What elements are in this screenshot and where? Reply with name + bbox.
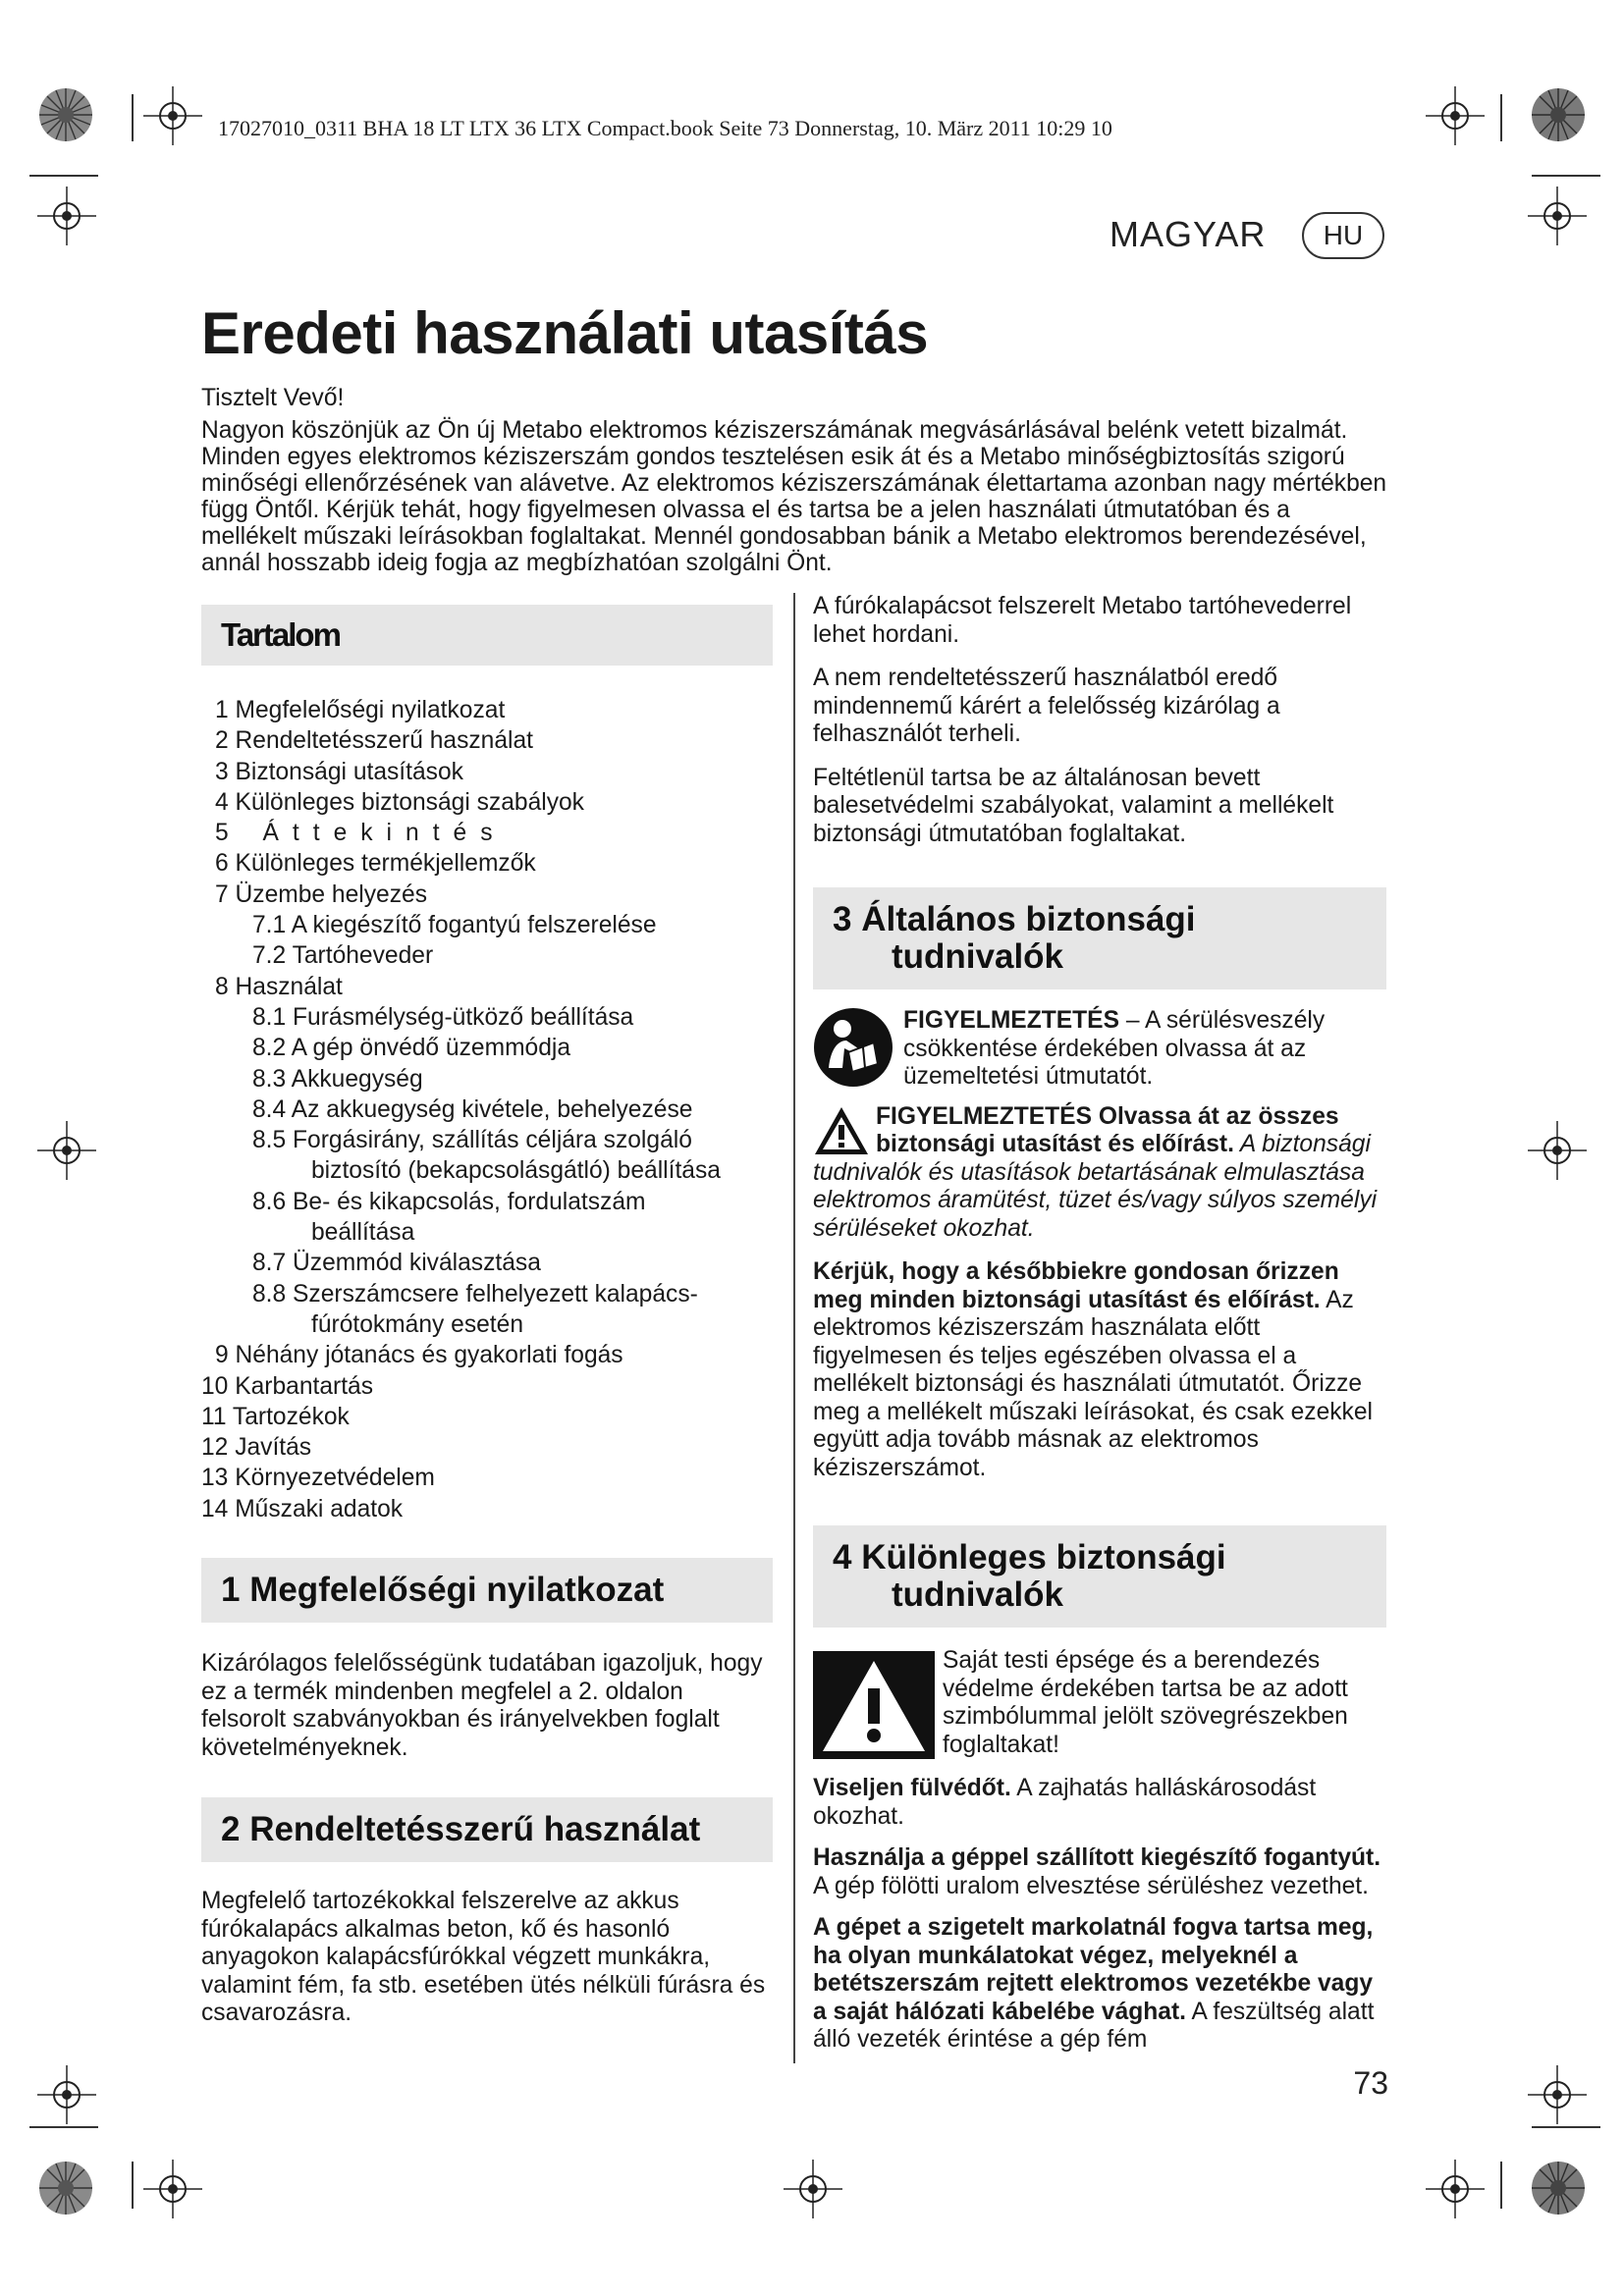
toc-item: 11 Tartozékok <box>201 1403 350 1430</box>
insulated-grip <box>813 1914 1386 2055</box>
section4-number: 4 <box>833 1538 852 1576</box>
section4-title-line2: tudnivalók <box>892 1575 1064 1614</box>
toc-item: 10 Karbantartás <box>201 1372 374 1400</box>
registration-mark-icon <box>784 2160 842 2218</box>
right-para-1: A fúrókalapácsot felszerelt Metabo tartóhevederrel lehet hordani. <box>813 593 1352 648</box>
warning-2-label: FIGYELMEZTETÉS Olvassa át az összes biztonsági utasítást és előírást. <box>876 1102 1339 1157</box>
toc-item: beállítása <box>311 1219 415 1247</box>
section4-title-line1: Különleges biztonsági <box>861 1538 1226 1576</box>
intro-body: Nagyon köszönjük az Ön új Metabo elektromos kéziszerszámának megvásárlásával belénk vetett bizalmát. Minden egyes elektromos kéziszerszám gondos tesztelésen esik át és a Metabo minőségbiztosítás szigorú minőségi ellenőrzésének van alávetve. Az elektromos kéziszerszámának élettartama azonban nagy mértékben függ Öntől. Kérjük tehát, hogy figyelmesen olvassa el és tartsa be a jelen használati útmutatóban és a mellékelt műszaki leírásokban foglaltakat. Mennél gondosabban bánik a Metabo elektromos berendezésével, annál hosszabb ideig fogja az megbízhatóan szolgálni Önt. <box>201 417 1387 576</box>
section3-number: 3 <box>833 900 852 938</box>
trim-line <box>1500 94 1502 141</box>
section1-body: Kizárólagos felelősségünk tudatában igazoljuk, hogy ez a termék mindenben megfelel a 2. oldalon felsorolt szabványokban és irányelvekben foglalt követelményeknek. <box>201 1650 763 1761</box>
aux-handle-text: A gép fölötti uralom elvesztése sérüléshez vezethet. <box>813 1872 1369 1899</box>
section3-title-line1: Általános biztonsági <box>861 900 1196 938</box>
toc-item: 12 Javítás <box>201 1434 312 1462</box>
toc-item: fúrótokmány esetén <box>311 1310 523 1338</box>
toc-item: 6 Különleges termékjellemzők <box>215 850 536 878</box>
toc-item: 8.5 Forgásirány, szállítás céljára szolgáló <box>252 1127 692 1154</box>
toc-item: 5 Áttekintés <box>215 820 507 847</box>
aux-handle <box>813 1844 1386 1900</box>
toc-item: 8.6 Be- és kikapcsolás, fordulatszám <box>252 1188 646 1215</box>
trim-line <box>29 2126 98 2128</box>
symbol-notice <box>813 1647 1386 1759</box>
toc-item: 7.1 A kiegészítő fogantyú felszerelése <box>252 912 657 939</box>
warning-1-label: FIGYELMEZTETÉS <box>903 1007 1119 1034</box>
toc-item: 8.4 Az akkuegység kivétele, behelyezése <box>252 1095 693 1123</box>
right-column <box>813 593 1386 2055</box>
toc-list <box>201 695 773 1524</box>
warning-read-manual-text <box>903 1007 1386 1092</box>
symbol-notice-text: Saját testi épsége és a berendezés védelme érdekében tartsa be az adott szimbólummal jelölt szövegrészekben foglaltakat! <box>943 1647 1348 1758</box>
toc-item: 8.3 Akkuegység <box>252 1065 423 1093</box>
registration-mark-icon <box>143 2160 202 2218</box>
toc-item: 13 Környezetvédelem <box>201 1465 435 1492</box>
warning-read-manual <box>813 1007 1386 1092</box>
trim-line <box>29 175 98 177</box>
insulated-grip-text: A feszültség alatt álló vezeték érintése a gép fém <box>813 1998 1375 2053</box>
toc-item: 8 Használat <box>215 973 343 1000</box>
warning-1-text: – A sérülésveszély csökkentése érdekében olvassa át az üzemeltetési útmutatót. <box>903 1007 1326 1090</box>
color-rosette-icon <box>37 2160 94 2216</box>
toc-item: biztosító (bekapcsolásgátló) beállítása <box>311 1157 721 1185</box>
registration-mark-icon <box>37 187 96 245</box>
warning-all-instructions <box>813 1103 1386 1244</box>
toc-item: 8.8 Szerszámcsere felhelyezett kalapács- <box>252 1280 698 1308</box>
section3-heading <box>813 887 1386 989</box>
language-badge: HU <box>1302 212 1384 259</box>
section3-title-line2: tudnivalók <box>892 937 1064 976</box>
section2-heading: 2 Rendeltetésszerű használat <box>201 1797 773 1862</box>
intro-greeting: Tisztelt Vevő! <box>201 385 345 411</box>
keep-instructions-text: Az elektromos kéziszerszám használata előtt figyelmesen és teljes egészében olvassa el a mellékelt biztonsági és használati útmutatót. Őrizze meg a mellékelt műszaki leírásokat, és csak ezekkel együtt adja tovább másnak az elektromos kéziszerszámot. <box>813 1286 1373 1481</box>
warning-2-text: A biztonsági tudnivalók és utasítások betartásának elmulasztása elektromos áramütést, tüzet és/vagy súlyos személyi sérüléseket okozhat. <box>813 1131 1378 1242</box>
keep-instructions <box>813 1258 1386 1482</box>
toc-item: 3 Biztonsági utasítások <box>215 758 463 785</box>
registration-mark-icon <box>143 86 202 145</box>
aux-handle-bold: Használja a géppel szállított kiegészítő fogantyút. <box>813 1844 1381 1871</box>
toc-heading: Tartalom <box>201 605 773 666</box>
registration-mark-icon <box>37 1121 96 1180</box>
registration-mark-icon <box>1426 86 1485 145</box>
toc-item: 2 Rendeltetésszerű használat <box>215 727 534 755</box>
trim-line <box>1532 2126 1600 2128</box>
color-rosette-icon <box>1530 86 1587 143</box>
color-rosette-icon <box>37 86 94 143</box>
toc-item: 7 Üzembe helyezés <box>215 881 427 908</box>
trim-line <box>132 94 134 141</box>
trim-line <box>1500 2162 1502 2209</box>
toc-item: 8.1 Furásmélység-ütköző beállítása <box>252 1003 634 1031</box>
section1-heading: 1 Megfelelőségi nyilatkozat <box>201 1558 773 1623</box>
registration-mark-icon <box>1426 2160 1485 2218</box>
ear-protection-text: A zajhatás halláskárosodást okozhat. <box>813 1775 1317 1830</box>
print-header: 17027010_0311 BHA 18 LT LTX 36 LTX Compact.book Seite 73 Donnerstag, 10. März 2011 10:29 10 <box>218 116 1112 140</box>
read-manual-icon <box>813 1007 893 1088</box>
keep-instructions-bold: Kérjük, hogy a későbbiekre gondosan őrizzen meg minden biztonsági utasítást és előírást. <box>813 1258 1339 1313</box>
section2-body: Megfelelő tartozékokkal felszerelve az akkus fúrókalapács alkalmas beton, kő és hasonló anyagokon kalapácsfúrókkal végzett munkákra, valamint fém, fa stb. esetében ütés nélküli fúrásra és csavarozásra. <box>201 1888 766 2027</box>
trim-line <box>1532 175 1600 177</box>
toc-item: 8.2 A gép önvédő üzemmódja <box>252 1035 571 1062</box>
right-para-3: Feltétlenül tartsa be az általánosan bevett balesetvédelmi szabályokat, valamint a mellékelt biztonsági útmutatóban foglaltakat. <box>813 764 1334 847</box>
warning-all-instructions-text <box>813 1103 1386 1244</box>
page-title: Eredeti használati utasítás <box>201 300 929 366</box>
toc-item: 14 Műszaki adatok <box>201 1495 404 1522</box>
warning-triangle-icon <box>813 1105 870 1156</box>
intro <box>201 385 1389 576</box>
registration-mark-icon <box>1528 1121 1587 1180</box>
trim-line <box>132 2162 134 2209</box>
toc-item: 1 Megfelelőségi nyilatkozat <box>215 697 506 723</box>
ear-protection-bold: Viseljen fülvédőt. <box>813 1775 1011 1801</box>
toc-item: 7.2 Tartóheveder <box>252 942 434 970</box>
color-rosette-icon <box>1530 2160 1587 2216</box>
warning-triangle-large-icon <box>813 1651 935 1759</box>
column-divider <box>793 593 795 2063</box>
registration-mark-icon <box>1528 187 1587 245</box>
insulated-grip-bold: A gépet a szigetelt markolatnál fogva tartsa meg, ha olyan munkálatokat végez, melyeknél a betétszerszám rejtett elektromos vezetékbe vagy a saját hálózati kábelébe vághat. <box>813 1914 1374 2025</box>
registration-mark-icon <box>37 2065 96 2124</box>
left-column <box>201 593 773 2028</box>
toc-item: 8.7 Üzemmód kiválasztása <box>252 1250 541 1277</box>
language-label: MAGYAR <box>1110 214 1267 254</box>
ear-protection <box>813 1775 1386 1831</box>
registration-mark-icon <box>1528 2065 1587 2124</box>
section4-heading <box>813 1525 1386 1628</box>
page-number: 73 <box>1353 2065 1388 2101</box>
toc-item: 9 Néhány jótanács és gyakorlati fogás <box>215 1342 623 1369</box>
right-para-2: A nem rendeltetésszerű használatból eredő mindennemű kárért a felelősség kizárólag a felhasználót terheli. <box>813 665 1280 747</box>
toc-item: 4 Különleges biztonsági szabályok <box>215 788 584 816</box>
